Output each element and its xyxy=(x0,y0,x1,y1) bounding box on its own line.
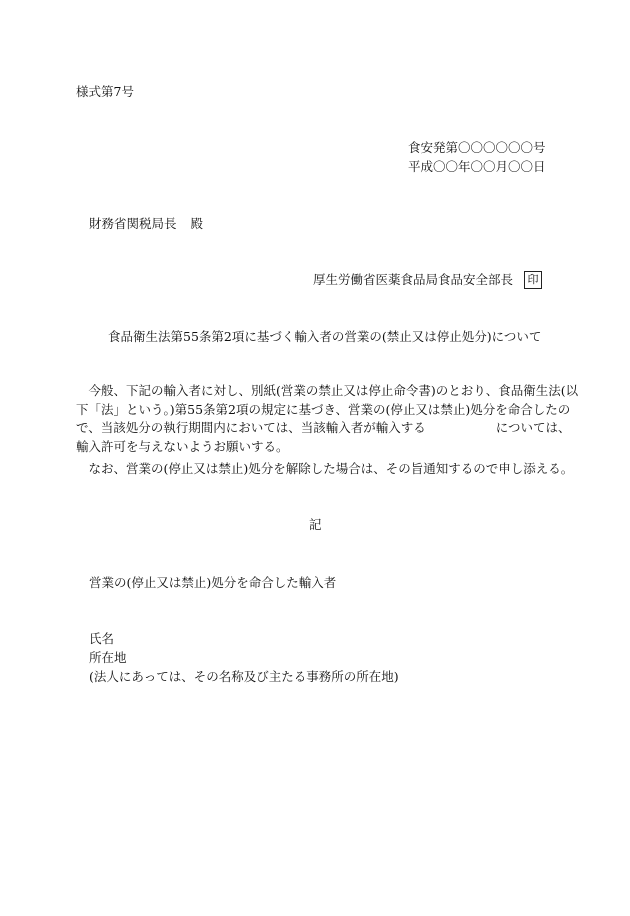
addressee-honorific: 殿 xyxy=(190,216,204,231)
address-note: (法人にあっては、その名称及び主たる事務所の所在地) xyxy=(89,669,399,684)
form-number: 様式第7号 xyxy=(76,84,134,99)
body-line: 輸入許可を与えないようお願いする。 xyxy=(76,438,289,454)
document-subject: 食品衛生法第55条第2項に基づく輸入者の営業の(禁止又は停止処分)について xyxy=(108,329,542,344)
document-number: 食安発第〇〇〇〇〇〇号 xyxy=(408,140,546,155)
body-line: 今般、下記の輸入者に対し、別紙(営業の禁止又は停止命令書)のとおり、食品衛生法(以 xyxy=(88,383,579,398)
ki-heading: 記 xyxy=(309,517,322,532)
document-date: 平成〇〇年〇〇月〇〇日 xyxy=(408,159,546,174)
addressee-line xyxy=(89,218,203,231)
addressee-title: 財務省関税局長 xyxy=(89,216,177,231)
seal-stamp: 印 xyxy=(524,271,542,289)
section-heading: 営業の(停止又は禁止)処分を命合した輸入者 xyxy=(89,575,337,590)
body-paragraph-1 xyxy=(76,382,579,456)
body-line: で、当該処分の執行期間内においては、当該輸入者が輸入する については、 xyxy=(76,420,571,435)
body-line: なお、営業の(停止又は禁止)処分を解除した場合は、その旨通知するので申し添える。 xyxy=(88,461,574,476)
address-label: 所在地 xyxy=(89,650,127,665)
sender-name: 厚生労働省医薬食品局食品安全部長 xyxy=(313,272,514,287)
name-label: 氏名 xyxy=(89,631,115,646)
body-line: 下「法」という。)第55条第2項の規定に基づき、営業の(停止又は禁止)処分を命合したの xyxy=(76,401,571,417)
body-paragraph-2 xyxy=(76,460,574,479)
